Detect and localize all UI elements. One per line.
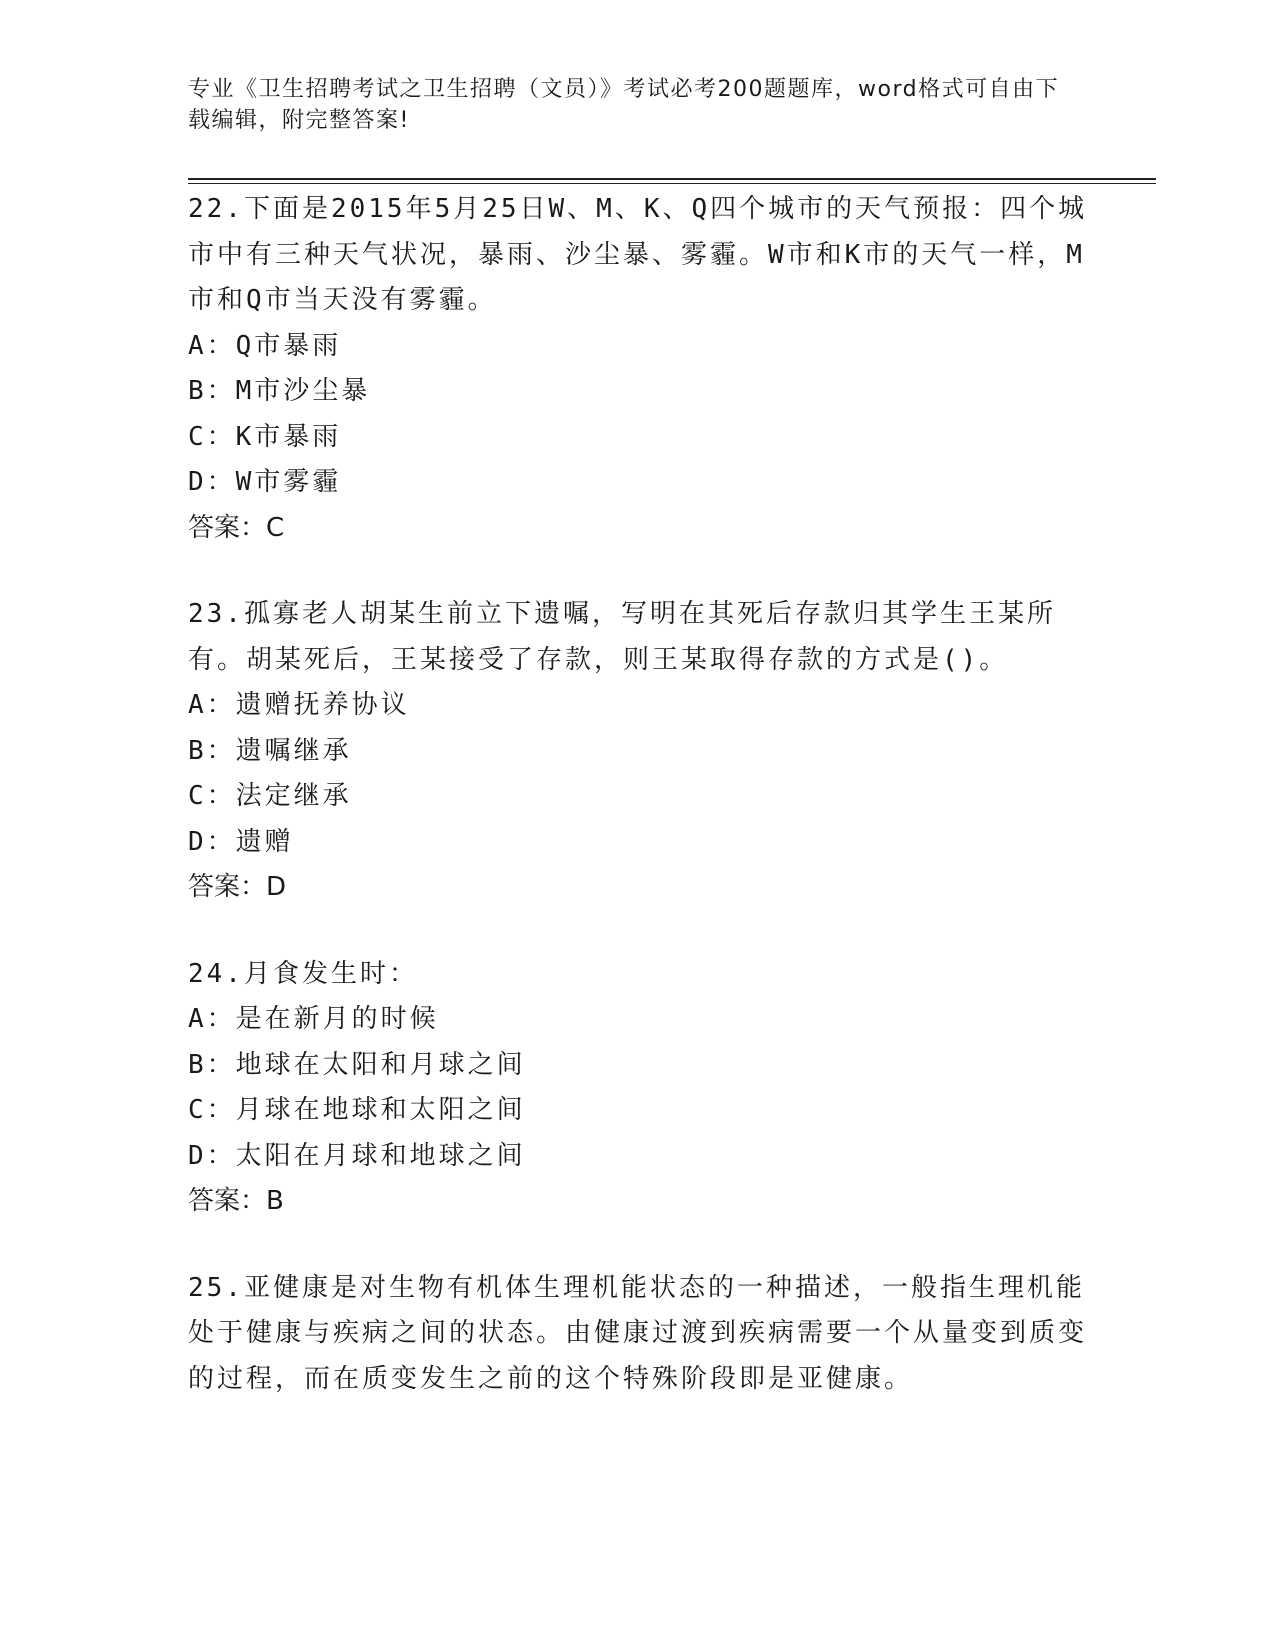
question-list: [188, 187, 1088, 1443]
option-b: B：遗嘱继承: [188, 735, 352, 766]
answer-line: 答案：B: [188, 1186, 284, 1216]
option-a: A：是在新月的时候: [188, 1004, 439, 1034]
option-b: B：M市沙尘暴: [188, 376, 371, 406]
option-d: D：太阳在月球和地球之间: [188, 1140, 526, 1171]
header-divider-thin: [188, 183, 1156, 184]
option-d: D：遗赠: [188, 826, 294, 857]
header-divider: [188, 178, 1156, 180]
option-b: B：地球在太阳和月球之间: [188, 1049, 526, 1080]
question-24: [188, 952, 1088, 1225]
option-c: C：月球在地球和太阳之间: [188, 1095, 526, 1125]
question-23: [188, 592, 1088, 911]
document-header: 专业《卫生招聘考试之卫生招聘（文员）》考试必考200题题库，word格式可自由下载编辑，附完整答案!: [188, 77, 1060, 133]
question-22: [188, 187, 1088, 551]
answer-line: 答案：D: [188, 872, 287, 902]
question-stem: 22.下面是2015年5月25日W、M、K、Q四个城市的天气预报：四个城市中有三种天气状况，暴雨、沙尘暴、雾霾。W市和K市的天气一样，M市和Q市当天没有雾霾。: [188, 194, 1088, 315]
question-stem: 24.月食发生时：: [188, 958, 418, 989]
option-c: C：K市暴雨: [188, 421, 342, 452]
option-d: D：W市雾霾: [188, 467, 342, 497]
option-a: A：Q市暴雨: [188, 330, 342, 361]
option-c: C：法定继承: [188, 781, 352, 811]
question-25: [188, 1266, 1088, 1403]
question-stem: 25.亚健康是对生物有机体生理机能状态的一种描述，一般指生理机能处于健康与疾病之间的状态。由健康过渡到疾病需要一个从量变到质变的过程，而在质变发生之前的这个特殊阶段即是亚健康。: [188, 1272, 1088, 1394]
option-a: A：遗赠抚养协议: [188, 690, 410, 720]
question-stem: 23.孤寡老人胡某生前立下遗嘱，写明在其死后存款归其学生王某所有。胡某死后，王某接受了存款，则王某取得存款的方式是()。: [188, 599, 1056, 675]
answer-line: 答案：C: [188, 512, 285, 543]
